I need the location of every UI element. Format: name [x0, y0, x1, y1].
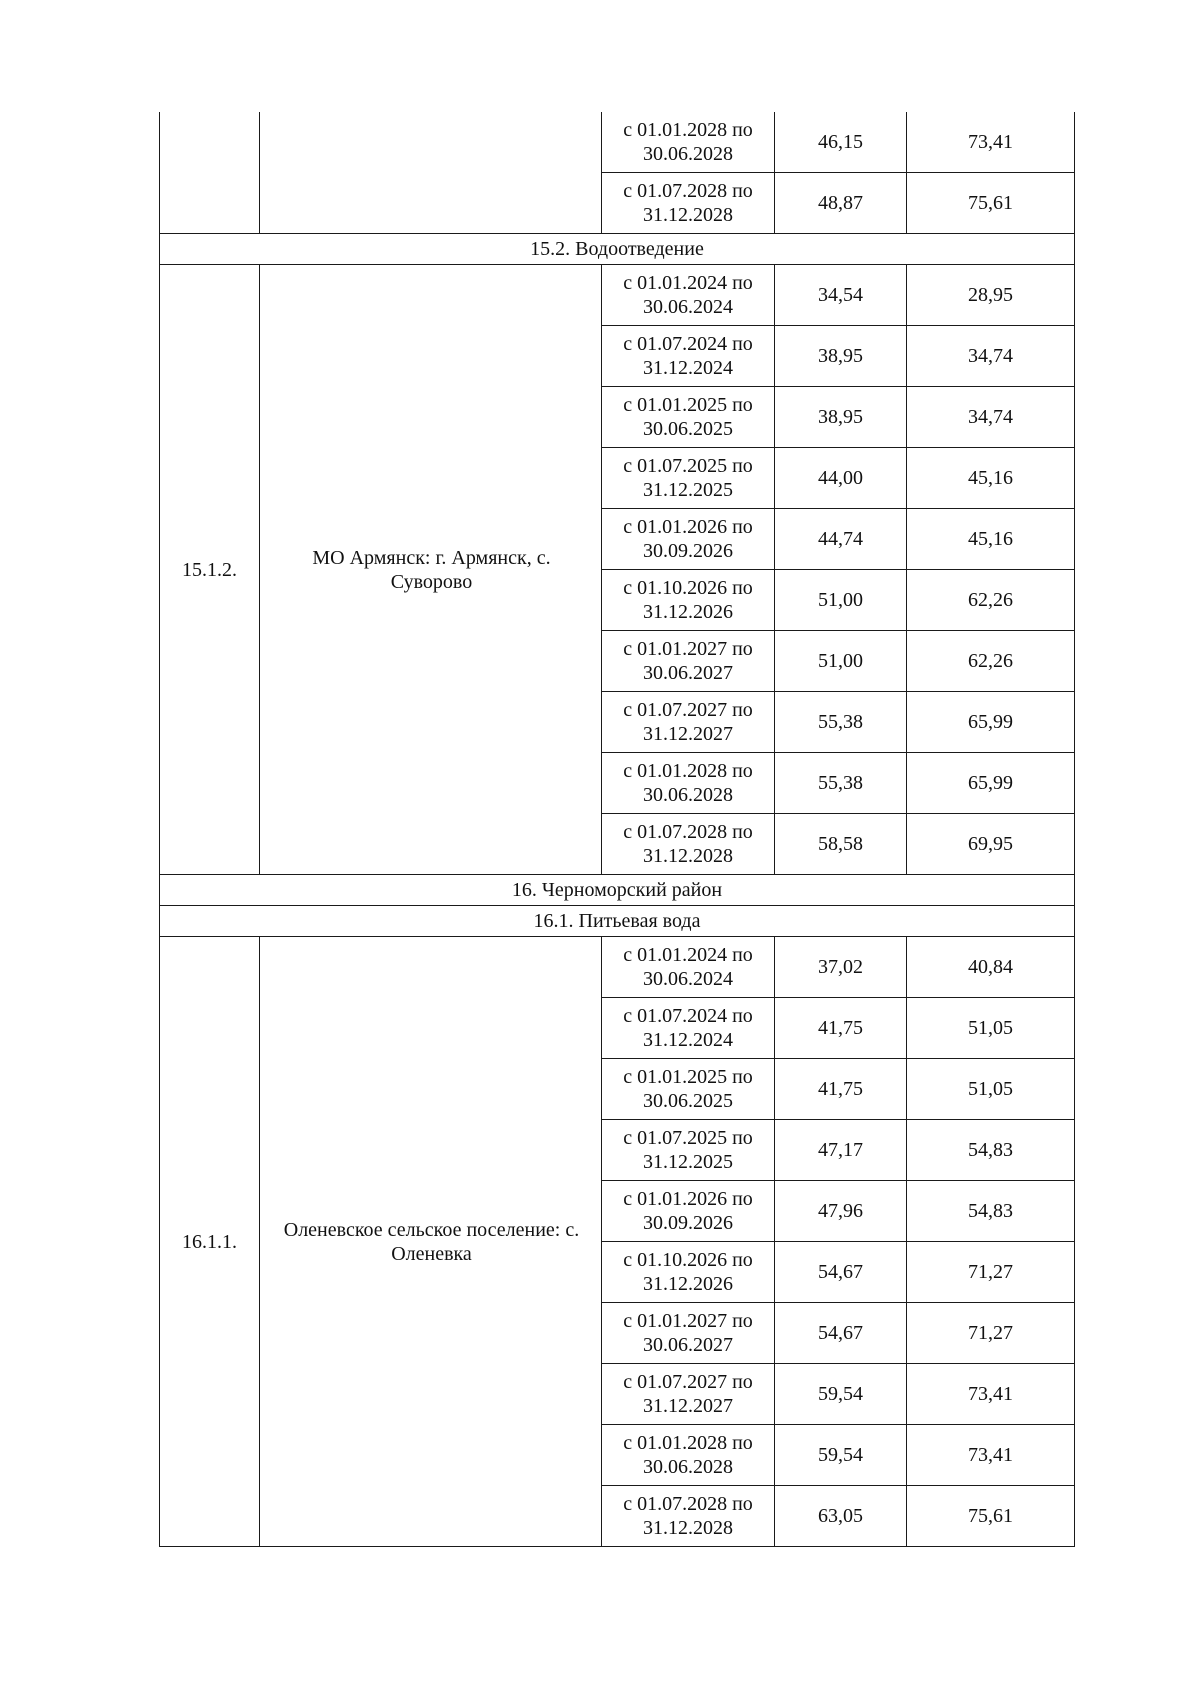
- section-row: [160, 906, 1075, 937]
- tariff-value-1: 38,95: [775, 387, 907, 448]
- tariff-value-2: 40,84: [907, 937, 1075, 998]
- tariff-value-1: 41,75: [775, 998, 907, 1059]
- tariff-value-1: 41,75: [775, 1059, 907, 1120]
- table-row: [160, 112, 1075, 173]
- period-cell: с 01.07.2024 по 31.12.2024: [602, 326, 775, 387]
- tariff-value-1: 38,95: [775, 326, 907, 387]
- period-cell: с 01.01.2024 по 30.06.2024: [602, 265, 775, 326]
- tariff-value-1: 59,54: [775, 1364, 907, 1425]
- tariff-value-2: 34,74: [907, 387, 1075, 448]
- period-cell: с 01.01.2027 по 30.06.2027: [602, 631, 775, 692]
- settlement-name: Оленевское сельское поселение: с. Оленевка: [260, 937, 602, 1547]
- period-cell: с 01.10.2026 по 31.12.2026: [602, 1242, 775, 1303]
- tariff-value-2: 28,95: [907, 265, 1075, 326]
- tariff-value-2: 75,61: [907, 1486, 1075, 1547]
- item-code: 15.1.2.: [160, 265, 260, 875]
- tariff-value-1: 51,00: [775, 570, 907, 631]
- period-cell: с 01.07.2028 по 31.12.2028: [602, 1486, 775, 1547]
- period-cell: с 01.01.2026 по 30.09.2026: [602, 1181, 775, 1242]
- code-cell-empty: [160, 112, 260, 234]
- tariff-value-2: 34,74: [907, 326, 1075, 387]
- tariff-value-1: 44,74: [775, 509, 907, 570]
- tariff-value-2: 73,41: [907, 1364, 1075, 1425]
- period-cell: с 01.01.2027 по 30.06.2027: [602, 1303, 775, 1364]
- tariff-value-1: 47,96: [775, 1181, 907, 1242]
- tariff-value-2: 65,99: [907, 692, 1075, 753]
- tariff-value-2: 54,83: [907, 1181, 1075, 1242]
- tariff-table-body: [160, 112, 1075, 1547]
- table-row: [160, 265, 1075, 326]
- period-cell: с 01.07.2027 по 31.12.2027: [602, 1364, 775, 1425]
- tariff-value-1: 63,05: [775, 1486, 907, 1547]
- period-cell: с 01.01.2025 по 30.06.2025: [602, 1059, 775, 1120]
- settlement-name: МО Армянск: г. Армянск, с. Суворово: [260, 265, 602, 875]
- period-cell: с 01.07.2028 по 31.12.2028: [602, 173, 775, 234]
- period-cell: с 01.07.2027 по 31.12.2027: [602, 692, 775, 753]
- tariff-value-2: 71,27: [907, 1242, 1075, 1303]
- tariff-value-1: 54,67: [775, 1242, 907, 1303]
- tariff-value-2: 45,16: [907, 509, 1075, 570]
- tariff-value-1: 34,54: [775, 265, 907, 326]
- tariff-value-1: 54,67: [775, 1303, 907, 1364]
- period-cell: с 01.01.2028 по 30.06.2028: [602, 753, 775, 814]
- tariff-value-1: 58,58: [775, 814, 907, 875]
- section-heading: 15.2. Водоотведение: [160, 234, 1075, 265]
- tariff-value-1: 55,38: [775, 753, 907, 814]
- tariff-value-2: 62,26: [907, 631, 1075, 692]
- tariff-value-2: 65,99: [907, 753, 1075, 814]
- tariff-value-2: 75,61: [907, 173, 1075, 234]
- item-code: 16.1.1.: [160, 937, 260, 1547]
- tariff-value-1: 48,87: [775, 173, 907, 234]
- tariff-table: [159, 112, 1075, 1547]
- tariff-value-1: 47,17: [775, 1120, 907, 1181]
- tariff-value-2: 71,27: [907, 1303, 1075, 1364]
- period-cell: с 01.07.2025 по 31.12.2025: [602, 448, 775, 509]
- section-row: [160, 875, 1075, 906]
- table-row: [160, 937, 1075, 998]
- tariff-value-2: 54,83: [907, 1120, 1075, 1181]
- name-cell-empty: [260, 112, 602, 234]
- period-cell: с 01.10.2026 по 31.12.2026: [602, 570, 775, 631]
- period-cell: с 01.01.2028 по 30.06.2028: [602, 112, 775, 173]
- tariff-value-2: 51,05: [907, 1059, 1075, 1120]
- tariff-value-2: 73,41: [907, 112, 1075, 173]
- tariff-value-2: 69,95: [907, 814, 1075, 875]
- tariff-value-2: 73,41: [907, 1425, 1075, 1486]
- tariff-value-1: 51,00: [775, 631, 907, 692]
- period-cell: с 01.07.2024 по 31.12.2024: [602, 998, 775, 1059]
- period-cell: с 01.01.2024 по 30.06.2024: [602, 937, 775, 998]
- tariff-value-2: 51,05: [907, 998, 1075, 1059]
- tariff-value-1: 46,15: [775, 112, 907, 173]
- district-heading: 16. Черноморский район: [160, 875, 1075, 906]
- tariff-value-2: 62,26: [907, 570, 1075, 631]
- period-cell: с 01.07.2028 по 31.12.2028: [602, 814, 775, 875]
- period-cell: с 01.01.2025 по 30.06.2025: [602, 387, 775, 448]
- tariff-value-2: 45,16: [907, 448, 1075, 509]
- tariff-value-1: 55,38: [775, 692, 907, 753]
- tariff-value-1: 59,54: [775, 1425, 907, 1486]
- period-cell: с 01.01.2028 по 30.06.2028: [602, 1425, 775, 1486]
- tariff-value-1: 37,02: [775, 937, 907, 998]
- section-heading: 16.1. Питьевая вода: [160, 906, 1075, 937]
- tariff-value-1: 44,00: [775, 448, 907, 509]
- period-cell: с 01.01.2026 по 30.09.2026: [602, 509, 775, 570]
- period-cell: с 01.07.2025 по 31.12.2025: [602, 1120, 775, 1181]
- section-row: [160, 234, 1075, 265]
